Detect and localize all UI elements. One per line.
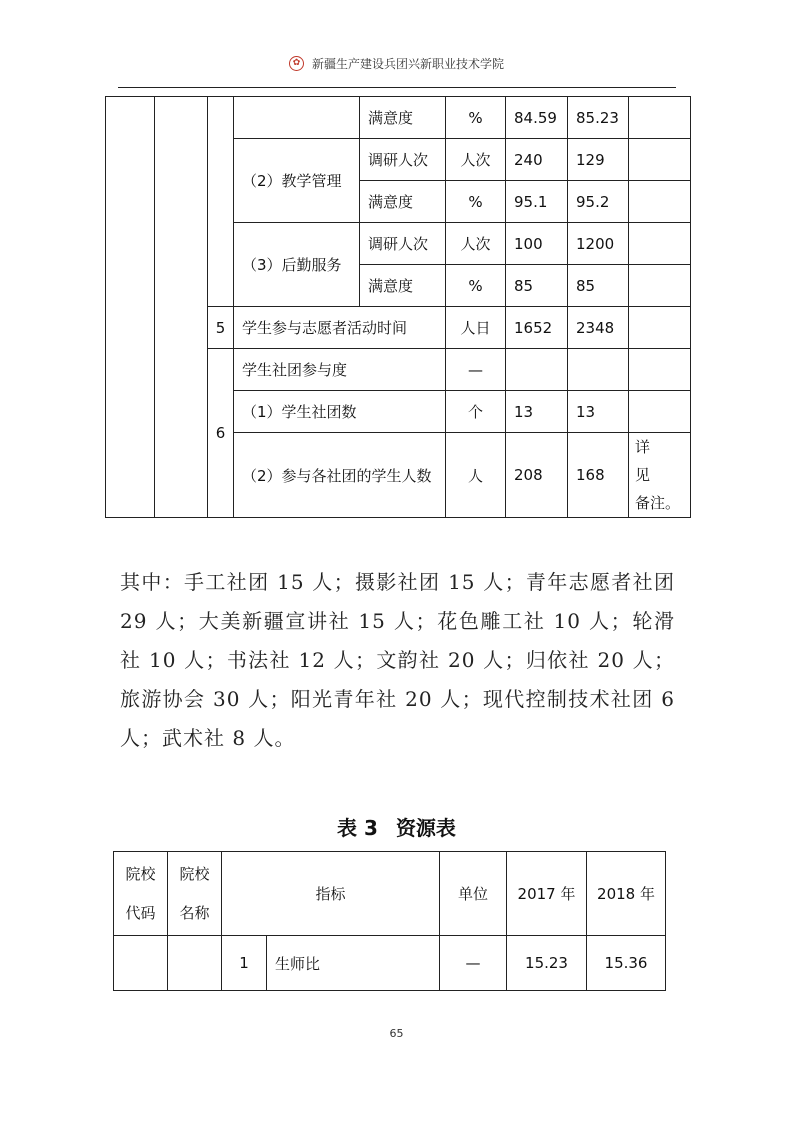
item-num-cell: 5 <box>208 307 234 349</box>
table-row <box>114 936 666 991</box>
value-2018-cell: 85 <box>568 265 629 307</box>
value-2018-cell: 15.36 <box>587 936 666 991</box>
school-logo-icon: ✿ <box>289 56 304 71</box>
unit-cell: % <box>446 265 506 307</box>
unit-cell: — <box>440 936 507 991</box>
value-2017-cell: 15.23 <box>507 936 587 991</box>
header-school-name <box>168 852 222 936</box>
school-name: 新疆生产建设兵团兴新职业技术学院 <box>311 56 504 71</box>
value-2017-cell: 13 <box>506 391 568 433</box>
value-2018-cell: 2348 <box>568 307 629 349</box>
value-2017-cell: 1652 <box>506 307 568 349</box>
page-number: 65 <box>389 1027 404 1040</box>
value-2018-cell: 168 <box>568 433 629 518</box>
remark-cell <box>629 307 691 349</box>
sub-indicator-cell: 满意度 <box>360 265 446 307</box>
header-text: 名称 <box>179 903 210 922</box>
header-divider <box>118 87 676 88</box>
remark-cell <box>629 349 691 391</box>
sub-indicator-cell: 调研人次 <box>360 223 446 265</box>
remark-cell <box>629 181 691 223</box>
header-school-code <box>114 852 168 936</box>
table-row <box>106 97 691 139</box>
value-2017-cell: 85 <box>506 265 568 307</box>
value-2018-cell: 129 <box>568 139 629 181</box>
item-num-cell: 1 <box>222 936 267 991</box>
remark-line: 备注。 <box>635 494 681 512</box>
item-num-cell: 6 <box>208 349 234 518</box>
school-code-cell <box>114 936 168 991</box>
unit-cell: 人 <box>446 433 506 518</box>
unit-cell: 人次 <box>446 223 506 265</box>
header-text: 代码 <box>125 903 156 922</box>
value-2017-cell: 84.59 <box>506 97 568 139</box>
school-name-cell <box>155 97 208 518</box>
table-resources <box>113 851 666 991</box>
unit-cell: % <box>446 181 506 223</box>
value-2017-cell: 208 <box>506 433 568 518</box>
header-2017: 2017 年 <box>507 852 587 936</box>
sub-indicator-cell: 满意度 <box>360 97 446 139</box>
value-2018-cell: 95.2 <box>568 181 629 223</box>
value-2017-cell: 100 <box>506 223 568 265</box>
unit-cell: — <box>446 349 506 391</box>
item-num-cell <box>208 97 234 307</box>
table3-title <box>0 812 793 841</box>
value-2018-cell: 85.23 <box>568 97 629 139</box>
header-indicator: 指标 <box>222 852 440 936</box>
table3-number: 表 3 <box>337 816 378 840</box>
value-2018-cell: 1200 <box>568 223 629 265</box>
header-text: 院校 <box>179 864 210 883</box>
unit-cell: % <box>446 97 506 139</box>
table-student-development <box>105 96 691 518</box>
page-header <box>0 50 793 76</box>
remark-cell <box>629 433 691 518</box>
table-header-row <box>114 852 666 936</box>
unit-cell: 人次 <box>446 139 506 181</box>
value-2017-cell: 95.1 <box>506 181 568 223</box>
indicator-cell: （2）参与各社团的学生人数 <box>234 433 446 518</box>
remark-cell <box>629 391 691 433</box>
header-unit: 单位 <box>440 852 507 936</box>
header-text: 院校 <box>125 864 156 883</box>
value-2018-cell <box>568 349 629 391</box>
unit-cell: 人日 <box>446 307 506 349</box>
value-2017-cell: 240 <box>506 139 568 181</box>
note-paragraph: 其中：手工社团 15 人；摄影社团 15 人；青年志愿者社团 29 人；大美新疆宣讲社 15 人；花色雕工社 10 人；轮滑社 10 人；书法社 12 人；文韵社 20 人；归依社 20 人；旅游协会 30 人；阳光青年社 20 人；现代控制技术社团 6 人；武术社 8 人。 <box>120 570 675 750</box>
school-code-cell <box>106 97 155 518</box>
remark-cell <box>629 265 691 307</box>
sub-indicator-cell: 调研人次 <box>360 139 446 181</box>
remark-line: 详见 <box>635 438 665 484</box>
indicator-cell <box>234 97 360 139</box>
value-2017-cell <box>506 349 568 391</box>
indicator-cell: （1）学生社团数 <box>234 391 446 433</box>
unit-cell: 个 <box>446 391 506 433</box>
indicator-cell: 生师比 <box>267 936 440 991</box>
header-2018: 2018 年 <box>587 852 666 936</box>
value-2018-cell: 13 <box>568 391 629 433</box>
table3-name: 资源表 <box>395 816 456 840</box>
remark-cell <box>629 139 691 181</box>
indicator-cell: （3）后勤服务 <box>234 223 360 307</box>
indicator-cell: 学生社团参与度 <box>234 349 446 391</box>
sub-indicator-cell: 满意度 <box>360 181 446 223</box>
indicator-cell: （2）教学管理 <box>234 139 360 223</box>
remark-cell <box>629 97 691 139</box>
remark-cell <box>629 223 691 265</box>
indicator-cell: 学生参与志愿者活动时间 <box>234 307 446 349</box>
school-name-cell <box>168 936 222 991</box>
